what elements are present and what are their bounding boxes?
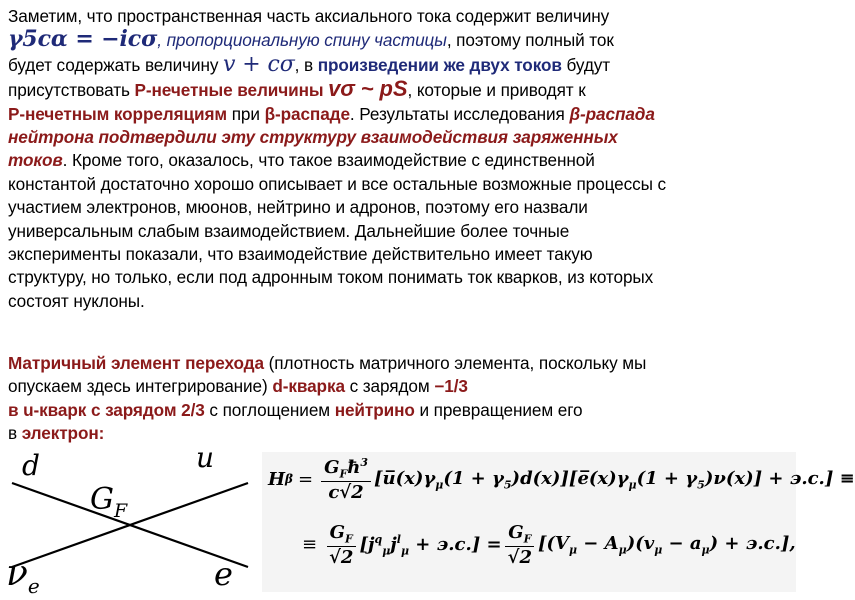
text-span: токов bbox=[8, 150, 63, 171]
gf-symbol: G bbox=[508, 522, 524, 543]
text-span: β-распада bbox=[569, 103, 655, 124]
coupling-gf-label bbox=[90, 482, 128, 522]
text-span: P-нечетным корреляциям bbox=[8, 103, 228, 124]
text-span: опускаем здесь интегрирование) bbox=[8, 376, 268, 397]
formula-part: ) + э.с.], bbox=[709, 533, 796, 554]
nu-subscript: e bbox=[27, 574, 40, 598]
p1-line-3 bbox=[8, 53, 792, 77]
text-span: , поэтому полный ток bbox=[446, 30, 614, 51]
hamiltonian-subscript: β bbox=[285, 472, 293, 487]
mu-index: μ bbox=[400, 544, 410, 558]
current-product-1 bbox=[374, 468, 855, 492]
text-span: в u-кварк с зарядом 2/3 bbox=[8, 399, 205, 420]
coupling-fraction-1 bbox=[321, 456, 371, 503]
fraction-denominator: √2 bbox=[507, 546, 532, 568]
p2-line-3 bbox=[8, 399, 792, 422]
text-span: (плотность матричного элемента, поскольку мы bbox=[268, 353, 647, 373]
u-quark-label: u bbox=[196, 441, 215, 474]
nu-symbol: ν bbox=[6, 553, 28, 594]
p2-line-2 bbox=[8, 375, 792, 398]
gf-subscript: F bbox=[339, 467, 348, 481]
text-span: при bbox=[231, 103, 260, 124]
fraction-numerator bbox=[321, 456, 371, 482]
gf-symbol: G bbox=[90, 482, 114, 517]
formula-row-2 bbox=[302, 522, 796, 568]
vector-axial-product bbox=[538, 533, 796, 557]
fraction-numerator bbox=[505, 522, 534, 547]
text-span: . Результаты исследования bbox=[349, 103, 565, 124]
current-product-2 bbox=[359, 533, 501, 558]
mu-index: μ bbox=[568, 543, 578, 557]
text-span: и превращением его bbox=[419, 399, 583, 420]
p1-line-13 bbox=[8, 290, 792, 313]
text-span: присутствовать bbox=[8, 80, 130, 101]
p1-line-9 bbox=[8, 196, 792, 219]
hamiltonian-symbol: H bbox=[268, 468, 286, 490]
hbar-power: 3 bbox=[360, 456, 369, 469]
text-span: β-распаде bbox=[264, 103, 350, 124]
electron-label: e bbox=[214, 555, 233, 593]
mu-index: μ bbox=[654, 543, 663, 557]
q-index: q bbox=[374, 532, 383, 546]
formula-part: [j bbox=[359, 533, 375, 555]
formula-row-1 bbox=[268, 456, 855, 503]
formula-part: j bbox=[390, 533, 397, 555]
text-span: , которые и приводят к bbox=[407, 80, 586, 101]
equals-sign: = bbox=[297, 468, 314, 490]
text-span: нейтрино bbox=[334, 399, 415, 420]
pseudoscalar-formula: vσ ~ pS bbox=[328, 76, 408, 102]
p1-line-5 bbox=[8, 103, 792, 126]
p1-line-11 bbox=[8, 243, 792, 266]
p1-line-12 bbox=[8, 266, 792, 289]
axial-term-formula: γ5cα = −icσ bbox=[8, 26, 158, 53]
p1-line-8 bbox=[8, 173, 792, 196]
text-span: будут bbox=[566, 54, 611, 75]
fraction-denominator: √2 bbox=[329, 546, 354, 568]
gamma5-index: 5 bbox=[503, 478, 512, 492]
text-span: Заметим, что пространственная часть аксиального тока содержит величину bbox=[8, 6, 610, 26]
text-span: состоят нуклоны. bbox=[8, 290, 145, 311]
l-index: l bbox=[396, 532, 401, 546]
text-span: будет содержать величину bbox=[8, 54, 219, 75]
p1-line-6 bbox=[8, 126, 792, 149]
gf-subscript: F bbox=[345, 532, 353, 546]
mu-index: μ bbox=[628, 478, 637, 492]
text-span: универсальным слабым взаимодействием. Дальнейшие более точные bbox=[8, 220, 570, 241]
text-span: участием электронов, мюонов, нейтрино и адронов, поэтому его назвали bbox=[8, 197, 588, 218]
text-span: d-кварка bbox=[272, 376, 345, 397]
text-span: нейтрона подтвердили эту структуру взаимодействия заряженных bbox=[8, 127, 618, 148]
p2-line-4 bbox=[8, 422, 792, 445]
text-span: с зарядом bbox=[349, 376, 430, 397]
mu-index: μ bbox=[618, 543, 627, 557]
formula-part: − a bbox=[662, 533, 702, 554]
fermi-vertex-diagram bbox=[0, 441, 255, 600]
text-span: электрон: bbox=[21, 423, 105, 444]
gf-subscript: F bbox=[523, 532, 532, 546]
mu-index: μ bbox=[435, 478, 444, 492]
text-span: константой достаточно хорошо описывает и все остальные возможные процессы с bbox=[8, 173, 667, 194]
text-span: . Кроме того, оказалось, что такое взаимодействие с единственной bbox=[62, 150, 595, 171]
text-span: , в bbox=[294, 54, 314, 75]
p2-line-1 bbox=[8, 352, 792, 375]
text-span: Матричный элемент перехода bbox=[8, 353, 264, 373]
p1-line-1 bbox=[8, 5, 792, 28]
formula-part: (1 + γ bbox=[636, 467, 698, 489]
formula-part: )ν(x)] + э.с.] ≡ bbox=[704, 467, 855, 489]
velocity-spin-formula: v + cσ bbox=[223, 51, 295, 77]
formula-part: )(v bbox=[626, 533, 655, 554]
gf-symbol: G bbox=[329, 522, 346, 543]
formula-part: + э.с.] = bbox=[409, 533, 502, 555]
text-span: P-нечетные величины bbox=[134, 80, 324, 101]
formula-part: [u̅(x)γ bbox=[374, 467, 436, 489]
p1-line-7 bbox=[8, 149, 792, 172]
formula-part: (1 + γ bbox=[443, 467, 504, 489]
gf-symbol: G bbox=[324, 457, 340, 478]
text-span: произведении же двух токов bbox=[317, 54, 562, 75]
coupling-fraction-3 bbox=[505, 522, 535, 568]
formula-part: [(V bbox=[537, 533, 569, 554]
gf-subscript: F bbox=[113, 500, 128, 522]
formula-part: − A bbox=[577, 533, 619, 554]
fraction-numerator bbox=[327, 522, 356, 547]
text-span: в bbox=[8, 423, 18, 444]
p1-line-10 bbox=[8, 220, 792, 243]
fraction-denominator: c√2 bbox=[328, 481, 364, 503]
main-paragraph bbox=[8, 5, 792, 313]
matrix-element-paragraph bbox=[8, 352, 792, 446]
coupling-fraction-2 bbox=[326, 522, 356, 568]
formula-part: )d(x)][e̅(x)γ bbox=[511, 467, 629, 489]
d-quark-label: d bbox=[22, 449, 40, 482]
equiv-sign: ≡ bbox=[302, 534, 318, 556]
text-span: −1/3 bbox=[434, 376, 468, 397]
hamiltonian-formula bbox=[262, 452, 855, 592]
text-span: с поглощением bbox=[209, 399, 330, 420]
text-span: структуру, но только, если под адронным током понимать ток кварков, из которых bbox=[8, 267, 654, 288]
hbar-symbol: ħ bbox=[347, 457, 361, 478]
gamma5-index: 5 bbox=[697, 478, 705, 492]
mu-index: μ bbox=[701, 543, 710, 557]
p1-line-4 bbox=[8, 77, 792, 102]
text-span: эксперименты показали, что взаимодействие действительно имеет такую bbox=[8, 244, 593, 265]
mu-index: μ bbox=[382, 544, 391, 558]
p1-line-2 bbox=[8, 28, 792, 52]
text-span: , пропорциональную спину частицы bbox=[157, 30, 447, 51]
